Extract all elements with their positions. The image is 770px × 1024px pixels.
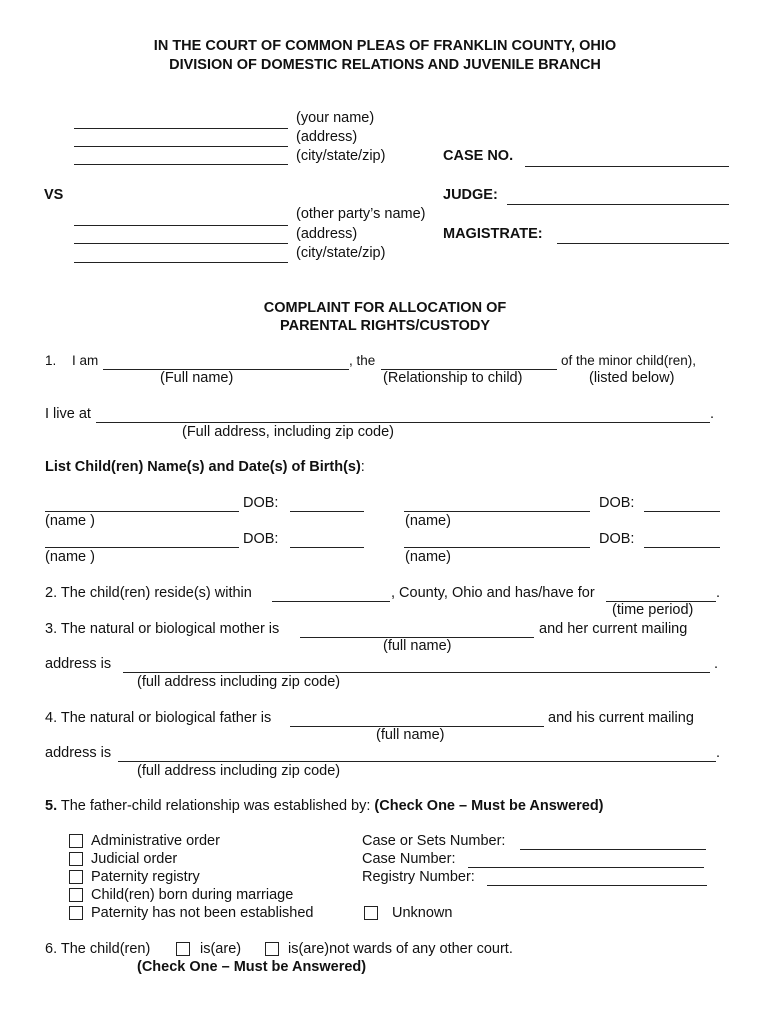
item2-text: 2. The child(ren) reside(s) within <box>45 585 252 601</box>
judge-line[interactable] <box>507 204 729 205</box>
case-no-label: CASE NO. <box>443 148 514 164</box>
child4-name-label: (name) <box>405 549 451 565</box>
not-established-label: Paternity has not been established <box>91 905 314 921</box>
item1-number: 1. <box>45 353 57 368</box>
not-established-checkbox[interactable] <box>69 906 83 920</box>
item3-tail: and her current mailing <box>539 621 688 637</box>
item1-the: , the <box>349 353 376 368</box>
father-address-line[interactable] <box>118 761 716 762</box>
case-no-line[interactable] <box>525 166 729 167</box>
other-city-label: (city/state/zip) <box>296 245 386 261</box>
child2-dob-label: DOB: <box>599 495 635 511</box>
mother-address-line[interactable] <box>123 672 710 673</box>
case-or-sets-label: Case or Sets Number: <box>362 833 506 849</box>
is-are-checkbox[interactable] <box>176 942 190 956</box>
child4-name-line[interactable] <box>404 547 590 548</box>
other-name-line[interactable] <box>74 225 288 226</box>
administrative-order-checkbox[interactable] <box>69 834 83 848</box>
child3-dob-line[interactable] <box>290 547 364 548</box>
your-name-line[interactable] <box>74 128 288 129</box>
judicial-order-checkbox[interactable] <box>69 852 83 866</box>
your-city-label: (city/state/zip) <box>296 148 386 164</box>
address-period: . <box>710 406 715 422</box>
other-address-label: (address) <box>296 226 358 242</box>
other-name-label: (other party’s name) <box>296 206 426 222</box>
mother-address-label: (full address including zip code) <box>137 674 341 690</box>
item6-text: 6. The child(ren) <box>45 941 151 957</box>
father-address-is: address is <box>45 745 112 761</box>
case-number-line[interactable] <box>468 867 704 868</box>
your-city-line[interactable] <box>74 164 288 165</box>
father-full-name-label: (full name) <box>376 727 445 743</box>
item4-tail: and his current mailing <box>548 710 694 726</box>
item1-i-am: I am <box>72 353 99 368</box>
document-title-line1: COMPLAINT FOR ALLOCATION OF <box>263 300 507 316</box>
reside-county-line[interactable] <box>272 601 390 602</box>
born-during-marriage-checkbox[interactable] <box>69 888 83 902</box>
time-period-label: (time period) <box>612 602 694 618</box>
judicial-order-label: Judicial order <box>91 851 178 867</box>
mother-address-period: . <box>714 656 719 672</box>
item1-full-name-label: (Full name) <box>160 370 234 386</box>
child1-dob-line[interactable] <box>290 511 364 512</box>
child4-dob-line[interactable] <box>644 547 720 548</box>
child2-name-line[interactable] <box>404 511 590 512</box>
case-number-label: Case Number: <box>362 851 456 867</box>
is-are-not-label: is(are)not wards of any other court. <box>288 941 513 957</box>
judge-label: JUDGE: <box>443 187 498 203</box>
paternity-registry-label: Paternity registry <box>91 869 200 885</box>
father-address-label: (full address including zip code) <box>137 763 341 779</box>
item1-relationship-label: (Relationship to child) <box>383 370 523 386</box>
born-during-marriage-label: Child(ren) born during marriage <box>91 887 294 903</box>
i-live-at-label: I live at <box>45 406 91 422</box>
your-address-line[interactable] <box>74 146 288 147</box>
unknown-checkbox[interactable] <box>364 906 378 920</box>
child2-name-label: (name) <box>405 513 451 529</box>
vs-label: VS <box>44 187 64 203</box>
court-name: IN THE COURT OF COMMON PLEAS OF FRANKLIN COUNTY, OHIO <box>153 38 617 54</box>
your-address-label: (address) <box>296 129 358 145</box>
paternity-registry-checkbox[interactable] <box>69 870 83 884</box>
item4-text: 4. The natural or biological father is <box>45 710 272 726</box>
child4-dob-label: DOB: <box>599 531 635 547</box>
children-heading-colon: : <box>360 459 365 475</box>
item2-period: . <box>716 585 721 601</box>
item6-check-one: (Check One – Must be Answered) <box>137 959 367 975</box>
item1-listed-below: (listed below) <box>589 370 675 386</box>
item1-minor: of the minor child(ren), <box>561 353 697 368</box>
magistrate-line[interactable] <box>557 243 729 244</box>
item5-number: 5. <box>45 798 58 814</box>
other-city-line[interactable] <box>74 262 288 263</box>
your-name-label: (your name) <box>296 110 375 126</box>
child3-dob-label: DOB: <box>243 531 279 547</box>
item5-check-one: (Check One – Must be Answered) <box>374 798 604 814</box>
children-heading <box>45 459 365 475</box>
child3-name-line[interactable] <box>45 547 239 548</box>
registry-number-label: Registry Number: <box>362 869 475 885</box>
item5-text: The father-child relationship was established by: <box>60 798 371 814</box>
child1-dob-label: DOB: <box>243 495 279 511</box>
child1-name-label: (name ) <box>45 513 95 529</box>
registry-number-line[interactable] <box>487 885 707 886</box>
child1-name-line[interactable] <box>45 511 239 512</box>
magistrate-label: MAGISTRATE: <box>443 226 543 242</box>
case-or-sets-line[interactable] <box>520 849 706 850</box>
child2-dob-line[interactable] <box>644 511 720 512</box>
is-are-label: is(are) <box>200 941 242 957</box>
unknown-label: Unknown <box>392 905 453 921</box>
administrative-order-label: Administrative order <box>91 833 220 849</box>
full-address-line[interactable] <box>96 422 710 423</box>
mother-address-is: address is <box>45 656 112 672</box>
is-are-not-checkbox[interactable] <box>265 942 279 956</box>
children-heading-text: List Child(ren) Name(s) and Date(s) of Birth(s) <box>45 459 361 475</box>
item2-county: , County, Ohio and has/have for <box>391 585 595 601</box>
father-address-period: . <box>716 745 721 761</box>
other-address-line[interactable] <box>74 243 288 244</box>
document-title-line2: PARENTAL RIGHTS/CUSTODY <box>280 318 490 334</box>
mother-full-name-label: (full name) <box>383 638 452 654</box>
court-division: DIVISION OF DOMESTIC RELATIONS AND JUVENILE BRANCH <box>169 57 601 73</box>
item3-text: 3. The natural or biological mother is <box>45 621 280 637</box>
full-address-label: (Full address, including zip code) <box>182 424 394 440</box>
child3-name-label: (name ) <box>45 549 95 565</box>
